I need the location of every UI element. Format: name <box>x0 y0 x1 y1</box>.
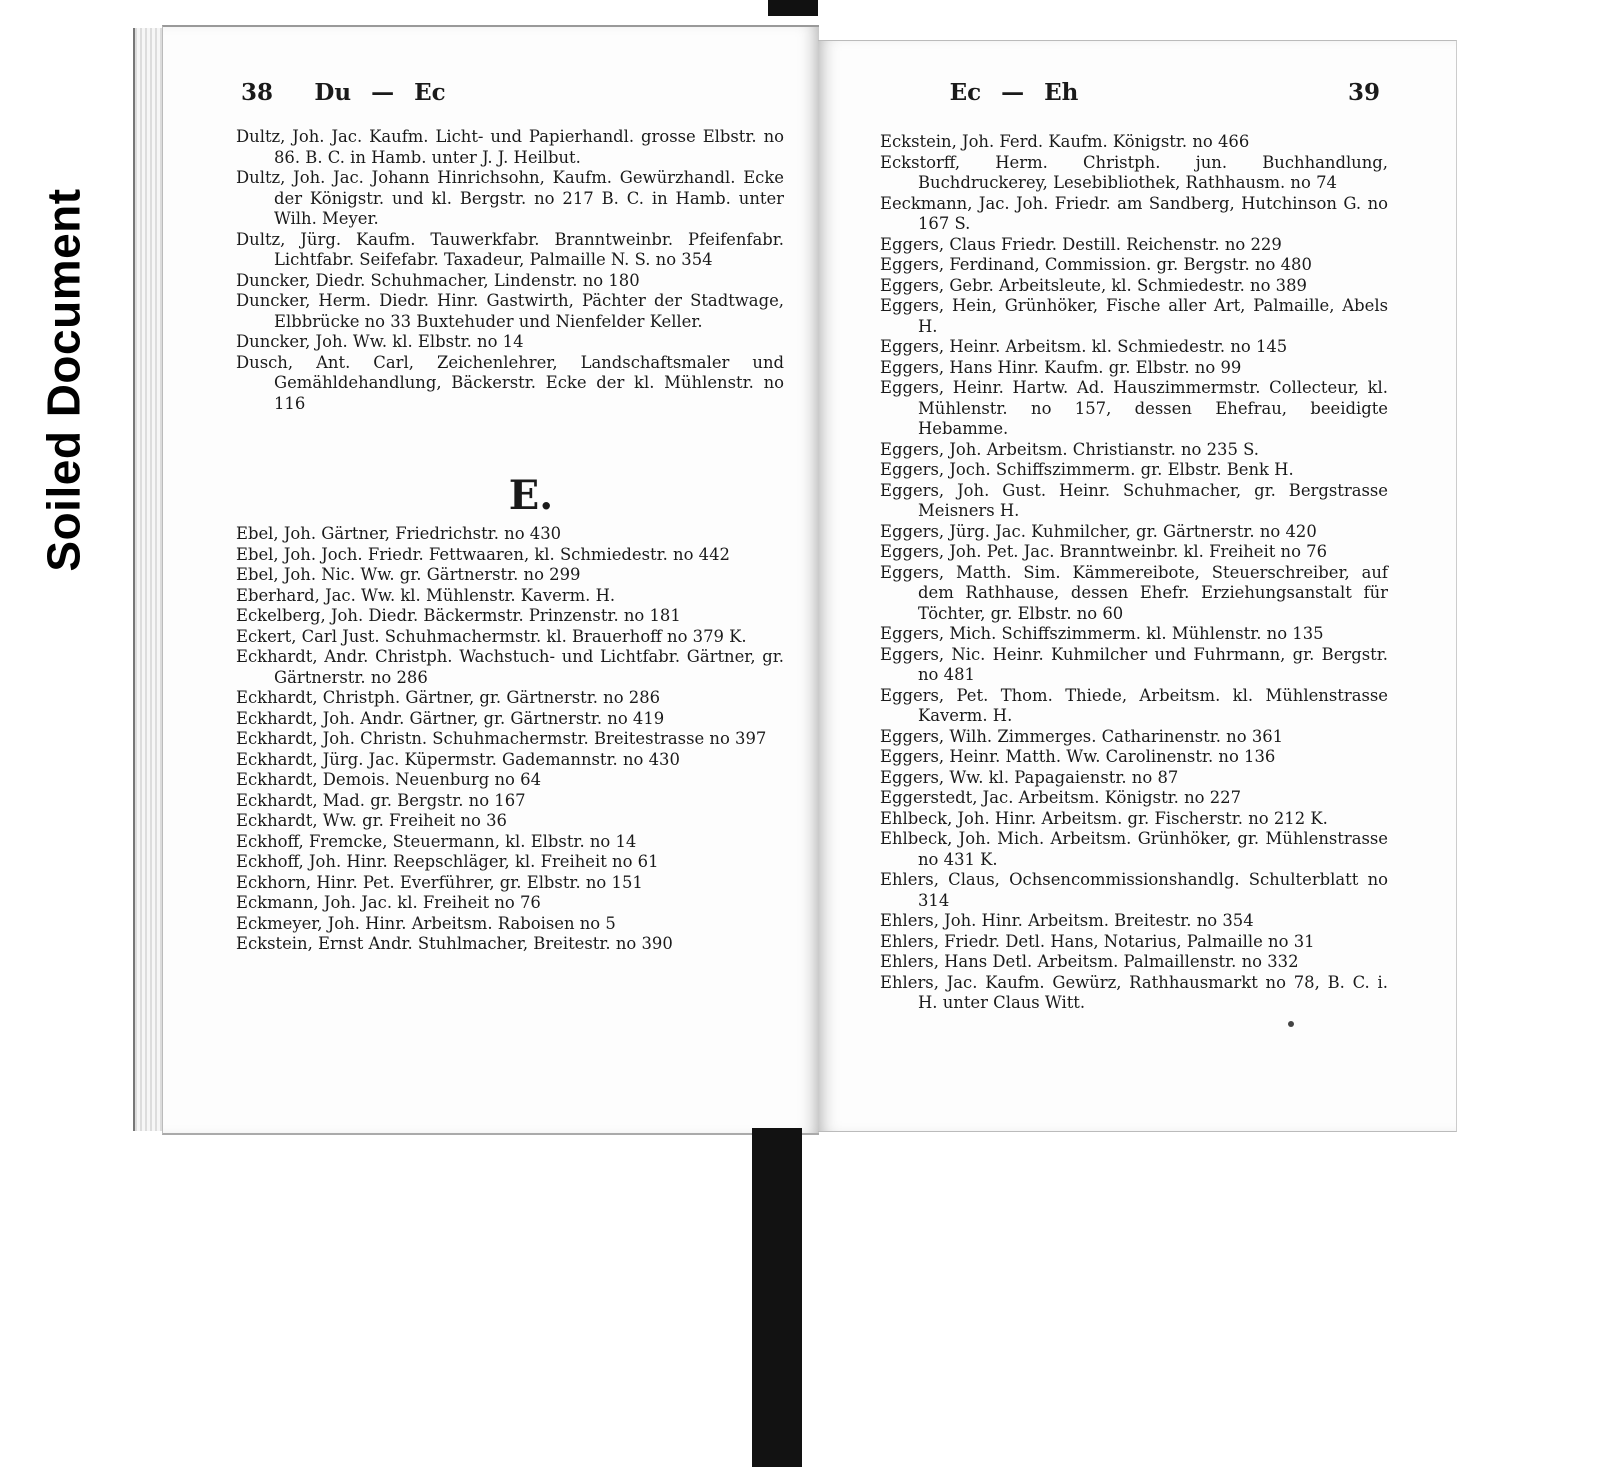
directory-entry: Eggers, Joh. Arbeitsm. Christianstr. no 235 S. <box>880 439 1259 459</box>
directory-entry: Eggers, Mich. Schiffszimmerm. kl. Mühlenstr. no 135 <box>880 624 1324 643</box>
right-page-header <box>858 79 1380 109</box>
directory-entry: Dultz, Joh. Jac. Johann Hinrichsohn, Kaufm. Gewürzhandl. Ecke der Königstr. und kl. Bergstr. no 217 B. C. in Hamb. unter Wilh. Meyer. <box>236 168 784 228</box>
left-page <box>162 25 819 1135</box>
left-top-entry-list <box>236 127 784 414</box>
directory-entry: Eggers, Hans Hinr. Kaufm. gr. Elbstr. no 99 <box>880 357 1242 377</box>
right-page-number: 39 <box>1347 79 1380 106</box>
directory-entry: Eckhardt, Demois. Neuenburg no 64 <box>236 770 541 789</box>
left-running-head: Du — Ec <box>314 79 446 106</box>
directory-entry: Eberhard, Jac. Ww. kl. Mühlenstr. Kaverm. H. <box>236 585 616 605</box>
directory-entry: Eckmann, Joh. Jac. kl. Freiheit no 76 <box>236 893 541 912</box>
directory-entry: Ebel, Joh. Nic. Ww. gr. Gärtnerstr. no 299 <box>236 565 581 584</box>
directory-entry: Eggers, Joh. Pet. Jac. Branntweinbr. kl. Freiheit no 76 <box>880 542 1328 561</box>
directory-entry: Eggers, Joch. Schiffszimmerm. gr. Elbstr. Benk H. <box>880 460 1294 479</box>
left-page-header <box>241 79 779 109</box>
right-page <box>818 40 1457 1132</box>
directory-entry: Ebel, Joh. Gärtner, Friedrichstr. no 430 <box>236 524 562 543</box>
directory-entry: Duncker, Herm. Diedr. Hinr. Gastwirth, Pächter der Stadtwage, Elbbrücke no 33 Buxtehuder und Nienfelder Keller. <box>236 291 784 331</box>
directory-entry: Eeckmann, Jac. Joh. Friedr. am Sandberg, Hutchinson G. no 167 S. <box>880 193 1388 233</box>
directory-entry: Eckert, Carl Just. Schuhmachermstr. kl. Brauerhoff no 379 K. <box>236 626 747 646</box>
directory-entry: Dultz, Jürg. Kaufm. Tauwerkfabr. Branntweinbr. Pfeifenfabr. Lichtfabr. Seifefabr. Taxadeur, Palmaille N. S. no 354 <box>236 229 784 269</box>
directory-entry: Eckstein, Joh. Ferd. Kaufm. Königstr. no 466 <box>880 132 1250 151</box>
directory-entry: Eckhardt, Joh. Christn. Schuhmachermstr. Breitestrasse no 397 <box>236 729 767 748</box>
left-page-number: 38 <box>241 79 274 106</box>
right-running-head: Ec — Eh <box>949 79 1079 106</box>
directory-entry: Eggers, Ww. kl. Papagaienstr. no 87 <box>880 767 1179 787</box>
directory-entry: Eckhardt, Mad. gr. Bergstr. no 167 <box>236 790 526 810</box>
directory-entry: Eckstorff, Herm. Christph. jun. Buchhandlung, Buchdruckerey, Lesebibliothek, Rathhausm. no 74 <box>880 152 1388 192</box>
directory-entry: Eckhardt, Jürg. Jac. Küpermstr. Gademannstr. no 430 <box>236 749 680 769</box>
directory-entry: Eggers, Joh. Gust. Heinr. Schuhmacher, gr. Bergstrasse Meisners H. <box>880 480 1388 520</box>
directory-entry: Eggers, Hein, Grünhöker, Fische aller Art, Palmaille, Abels H. <box>880 296 1388 336</box>
directory-entry: Eckhardt, Andr. Christph. Wachstuch- und Lichtfabr. Gärtner, gr. Gärtnerstr. no 286 <box>236 647 784 687</box>
directory-entry: Eckmeyer, Joh. Hinr. Arbeitsm. Raboisen no 5 <box>236 913 616 933</box>
directory-entry: Ehlbeck, Joh. Mich. Arbeitsm. Grünhöker, gr. Mühlenstrasse no 431 K. <box>880 829 1388 869</box>
directory-entry: Eggers, Ferdinand, Commission. gr. Bergstr. no 480 <box>880 255 1312 274</box>
directory-entry: Eggers, Heinr. Arbeitsm. kl. Schmiedestr. no 145 <box>880 337 1288 356</box>
directory-entry: Ehlers, Jac. Kaufm. Gewürz, Rathhausmarkt no 78, B. C. i. H. unter Claus Witt. <box>880 972 1388 1012</box>
bookmark-ribbon <box>752 1128 802 1467</box>
left-bottom-entry-list <box>236 524 784 955</box>
directory-entry: Eckhorn, Hinr. Pet. Everführer, gr. Elbstr. no 151 <box>236 872 643 892</box>
spine-top-edge <box>768 0 818 16</box>
directory-entry: Eckhoff, Joh. Hinr. Reepschläger, kl. Freiheit no 61 <box>236 852 659 871</box>
directory-entry: Ebel, Joh. Joch. Friedr. Fettwaaren, kl. Schmiedestr. no 442 <box>236 544 730 564</box>
directory-entry: Ehlers, Hans Detl. Arbeitsm. Palmaillenstr. no 332 <box>880 952 1299 971</box>
directory-entry: Eckhardt, Ww. gr. Freiheit no 36 <box>236 811 507 830</box>
directory-entry: Ehlers, Friedr. Detl. Hans, Notarius, Palmaille no 31 <box>880 931 1315 951</box>
directory-entry: Ehlbeck, Joh. Hinr. Arbeitsm. gr. Fischerstr. no 212 K. <box>880 808 1328 828</box>
directory-entry: Duncker, Diedr. Schuhmacher, Lindenstr. no 180 <box>236 270 640 290</box>
directory-entry: Eckhardt, Christph. Gärtner, gr. Gärtnerstr. no 286 <box>236 688 661 707</box>
directory-entry: Eggers, Jürg. Jac. Kuhmilcher, gr. Gärtnerstr. no 420 <box>880 521 1317 541</box>
directory-entry: Duncker, Joh. Ww. kl. Elbstr. no 14 <box>236 332 524 351</box>
directory-entry: Eggers, Matth. Sim. Kämmereibote, Steuerschreiber, auf dem Rathhause, dessen Ehefr. Erziehungsanstalt für Töchter, gr. Elbstr. no 60 <box>880 562 1388 623</box>
directory-entry: Eggerstedt, Jac. Arbeitsm. Königstr. no 227 <box>880 788 1242 807</box>
ink-smudge <box>1288 1021 1294 1027</box>
right-entry-list <box>880 132 1388 1014</box>
directory-entry: Ehlers, Claus, Ochsencommissionshandlg. Schulterblatt no 314 <box>880 870 1388 910</box>
directory-entry: Eggers, Gebr. Arbeitsleute, kl. Schmiedestr. no 389 <box>880 275 1307 295</box>
directory-entry: Eggers, Pet. Thom. Thiede, Arbeitsm. kl. Mühlenstrasse Kaverm. H. <box>880 685 1388 725</box>
directory-entry: Ehlers, Joh. Hinr. Arbeitsm. Breitestr. no 354 <box>880 911 1254 930</box>
directory-entry: Eggers, Wilh. Zimmerges. Catharinenstr. no 361 <box>880 726 1284 746</box>
directory-entry: Eckstein, Ernst Andr. Stuhlmacher, Breitestr. no 390 <box>236 934 673 953</box>
section-letter-heading: E. <box>508 472 554 519</box>
directory-entry: Eggers, Claus Friedr. Destill. Reichenstr. no 229 <box>880 234 1282 254</box>
directory-entry: Eggers, Heinr. Matth. Ww. Carolinenstr. no 136 <box>880 747 1276 766</box>
directory-entry: Eckhardt, Joh. Andr. Gärtner, gr. Gärtnerstr. no 419 <box>236 708 665 728</box>
directory-entry: Eckelberg, Joh. Diedr. Bäckermstr. Prinzenstr. no 181 <box>236 606 681 625</box>
directory-entry: Dultz, Joh. Jac. Kaufm. Licht- und Papierhandl. grosse Elbstr. no 86. B. C. in Hamb. unter J. J. Heilbut. <box>236 127 784 167</box>
directory-entry: Eggers, Heinr. Hartw. Ad. Hauszimmermstr. Collecteur, kl. Mühlenstr. no 157, dessen Ehefrau, beeidigte Hebamme. <box>880 378 1388 438</box>
soiled-document-text: Soiled Document <box>38 188 90 572</box>
directory-entry: Eckhoff, Fremcke, Steuermann, kl. Elbstr. no 14 <box>236 831 637 851</box>
soiled-document-label <box>38 130 90 630</box>
directory-entry: Dusch, Ant. Carl, Zeichenlehrer, Landschaftsmaler und Gemähldehandlung, Bäckerstr. Ecke der kl. Mühlenstr. no 116 <box>236 352 784 413</box>
directory-entry: Eggers, Nic. Heinr. Kuhmilcher und Fuhrmann, gr. Bergstr. no 481 <box>880 644 1388 684</box>
